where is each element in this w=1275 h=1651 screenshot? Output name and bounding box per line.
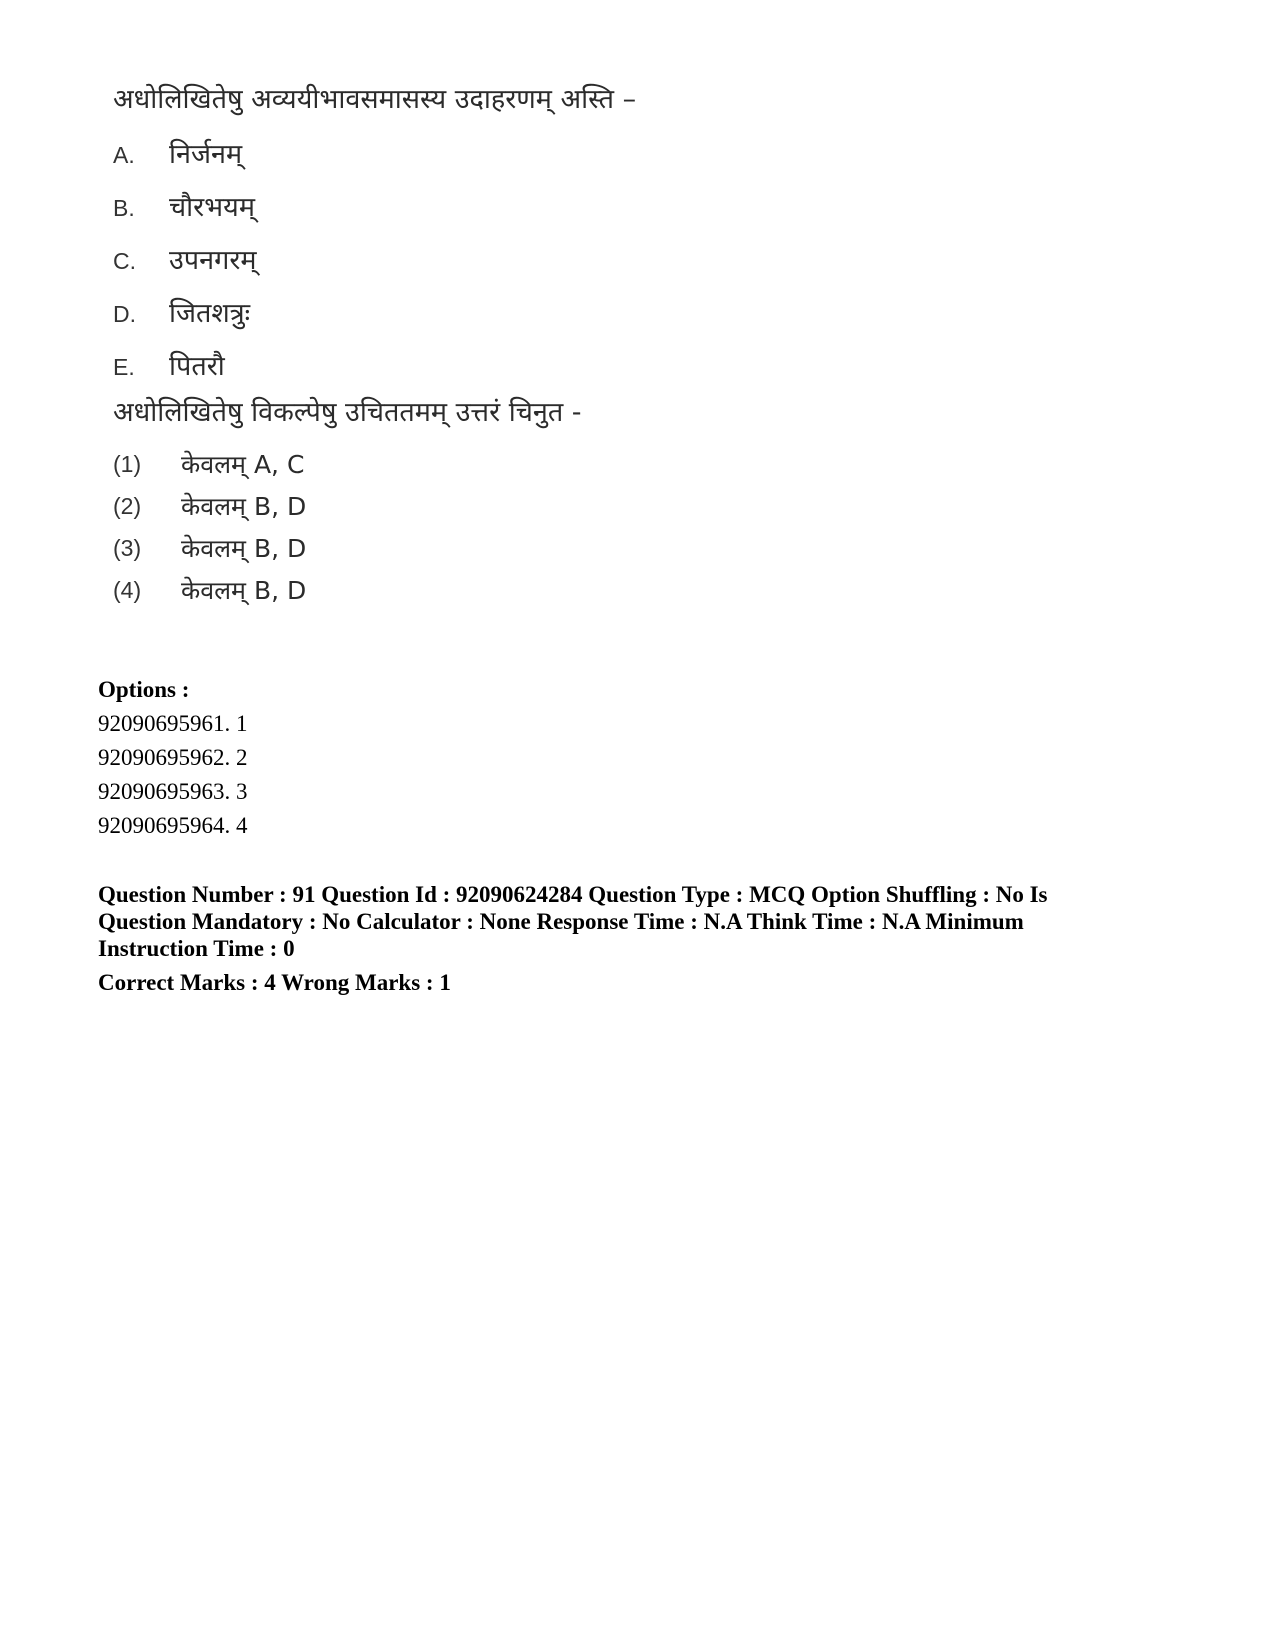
choice-number: (2) <box>113 492 142 519</box>
meta-line: Question Mandatory : No Calculator : None Response Time : N.A Think Time : N.A Minimum <box>98 909 1024 934</box>
option-item: 92090695962. 2 <box>98 745 248 770</box>
meta-line: Question Number : 91 Question Id : 92090624284 Question Type : MCQ Option Shuffling : No Is <box>98 882 1048 907</box>
choice-number: (1) <box>113 450 142 477</box>
choice-3 <box>113 527 1013 569</box>
statement-text: उपनगरम् <box>169 245 257 276</box>
statement-c <box>113 232 1013 285</box>
choice-1 <box>113 443 1013 485</box>
choice-2 <box>113 485 1013 527</box>
statement-text: चौरभयम् <box>169 192 255 223</box>
options-list <box>98 673 248 843</box>
statement-d <box>113 285 1013 338</box>
statement-a <box>113 126 1013 179</box>
statement-label: D. <box>113 301 136 327</box>
meta-line: Instruction Time : 0 <box>98 936 295 961</box>
option-item: 92090695961. 1 <box>98 711 248 736</box>
options-title: Options : <box>98 677 190 702</box>
statement-label: A. <box>113 142 135 168</box>
statement-e <box>113 338 1013 391</box>
statement-label: B. <box>113 195 135 221</box>
statement-b <box>113 179 1013 232</box>
question-meta <box>98 881 1198 996</box>
option-item: 92090695963. 3 <box>98 779 248 804</box>
choice-text: केवलम् B, D <box>181 576 307 605</box>
choice-text: केवलम् B, D <box>181 492 307 521</box>
question-instruction: अधोलिखितेषु विकल्पेषु उचिततमम् उत्तरं चिनुत - <box>113 397 582 428</box>
question-block <box>113 80 1013 611</box>
choice-text: केवलम् B, D <box>181 534 307 563</box>
choice-number: (4) <box>113 576 142 603</box>
statement-text: जितशत्रुः <box>169 298 251 329</box>
statement-text: पितरौ <box>169 351 225 382</box>
option-item: 92090695964. 4 <box>98 813 248 838</box>
choice-4 <box>113 569 1013 611</box>
choice-number: (3) <box>113 534 142 561</box>
statement-text: निर्जनम् <box>169 139 243 170</box>
marks-info: Correct Marks : 4 Wrong Marks : 1 <box>98 970 451 995</box>
question-stem: अधोलिखितेषु अव्ययीभावसमासस्य उदाहरणम् अस्ति – <box>113 84 637 115</box>
choice-text: केवलम् A, C <box>181 450 305 479</box>
statement-label: E. <box>113 354 135 380</box>
statement-label: C. <box>113 248 136 274</box>
